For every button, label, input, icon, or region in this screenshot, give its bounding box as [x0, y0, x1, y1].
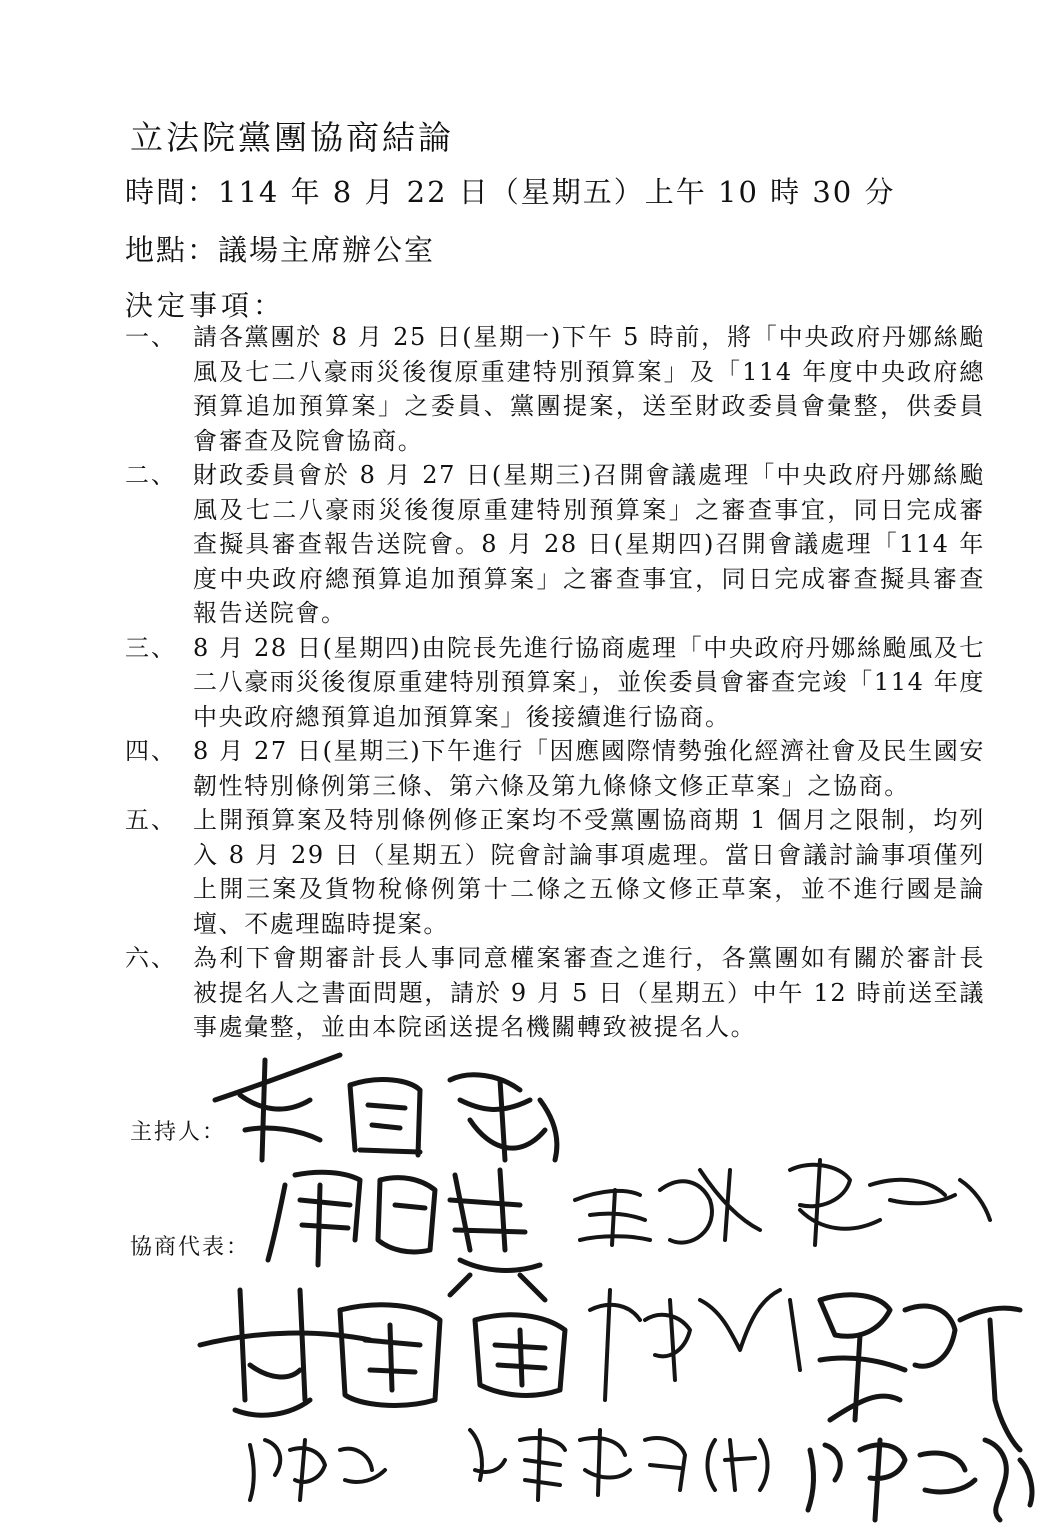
representative-signature-4 [590, 1290, 800, 1400]
host-signature-1 [215, 1055, 557, 1160]
decision-text: 8 月 28 日(星期四)由院長先進行協商處理「中央政府丹娜絲颱風及七二八豪雨災後復原重建特別預算案」，並俟委員會審查完竣「114 年度中央政府總預算追加預算案」後接續進行協商。 [193, 633, 985, 731]
representative-signature-1 [575, 1170, 760, 1245]
decision-number: 二、 [125, 461, 177, 489]
representative-signature-8 [808, 1440, 1032, 1520]
decision-text: 為利下會期審計長人事同意權案審查之進行，各黨團如有關於審計長被提名人之書面問題，請於 9 月 5 日（星期五）中午 12 時前送至議事處彙整，並由本院函送提名機關轉致被提名人。 [193, 944, 985, 1041]
decision-text: 請各黨團於 8 月 25 日(星期一)下午 5 時前，將「中央政府丹娜絲颱風及七二八豪雨災後復原重建特別預算案」及「114 年度中央政府總預算追加預算案」之委員、黨團提案，送至財政委員會彙整，供委員會審查及院會協商。 [193, 323, 985, 455]
decision-number: 六、 [125, 944, 177, 972]
representative-signature-5 [820, 1295, 1020, 1450]
decision-item [125, 734, 985, 803]
decision-number: 三、 [125, 633, 177, 662]
decision-item [125, 631, 985, 735]
decisions-list [125, 320, 985, 1045]
decision-text: 8 月 27 日(星期三)下午進行「因應國際情勢強化經濟社會及民生國安韌性特別條例第三條、第六條及第九條條文修正草案」之協商。 [193, 737, 985, 800]
representative-signature-2 [790, 1160, 990, 1245]
representative-signature-3 [200, 1290, 565, 1415]
decision-number: 一、 [125, 323, 177, 351]
decision-item [125, 803, 985, 941]
representative-signature-6 [250, 1440, 385, 1500]
decision-item [125, 458, 985, 631]
decision-number: 四、 [125, 737, 177, 765]
document-title: 立法院黨團協商結論 [130, 118, 454, 157]
meeting-time: 時間：114 年 8 月 22 日（星期五）上午 10 時 30 分 [125, 175, 896, 209]
host-label: 主持人： [130, 1120, 227, 1145]
host-signature-2 [268, 1170, 545, 1300]
decision-number: 五、 [125, 806, 177, 834]
decisions-heading: 決定事項： [125, 289, 286, 322]
decision-item [125, 941, 985, 1045]
decision-text: 上開預算案及特別條例修正案均不受黨團協商期 1 個月之限制，均列入 8 月 29 日（星期五）院會討論事項處理。當日會議討論事項僅列上開三案及貨物稅條例第十二條之五條文修正草案，並不進行國是論壇、不處理臨時提案。 [193, 806, 985, 938]
decision-text: 財政委員會於 8 月 27 日(星期三)召開會議處理「中央政府丹娜絲颱風及七二八豪雨災後復原重建特別預算案」之審查事宜，同日完成審查擬具審查報告送院會。8 月 28 日(星期四)召開會議處理「114 年度中央政府總預算追加預算案」之審查事宜，同日完成審查擬具審查報告送院會。 [193, 461, 985, 627]
decision-item [125, 320, 985, 458]
representative-signature-7 [470, 1430, 768, 1500]
representatives-label: 協商代表： [130, 1235, 251, 1260]
meeting-place: 地點：議場主席辦公室 [125, 233, 436, 267]
